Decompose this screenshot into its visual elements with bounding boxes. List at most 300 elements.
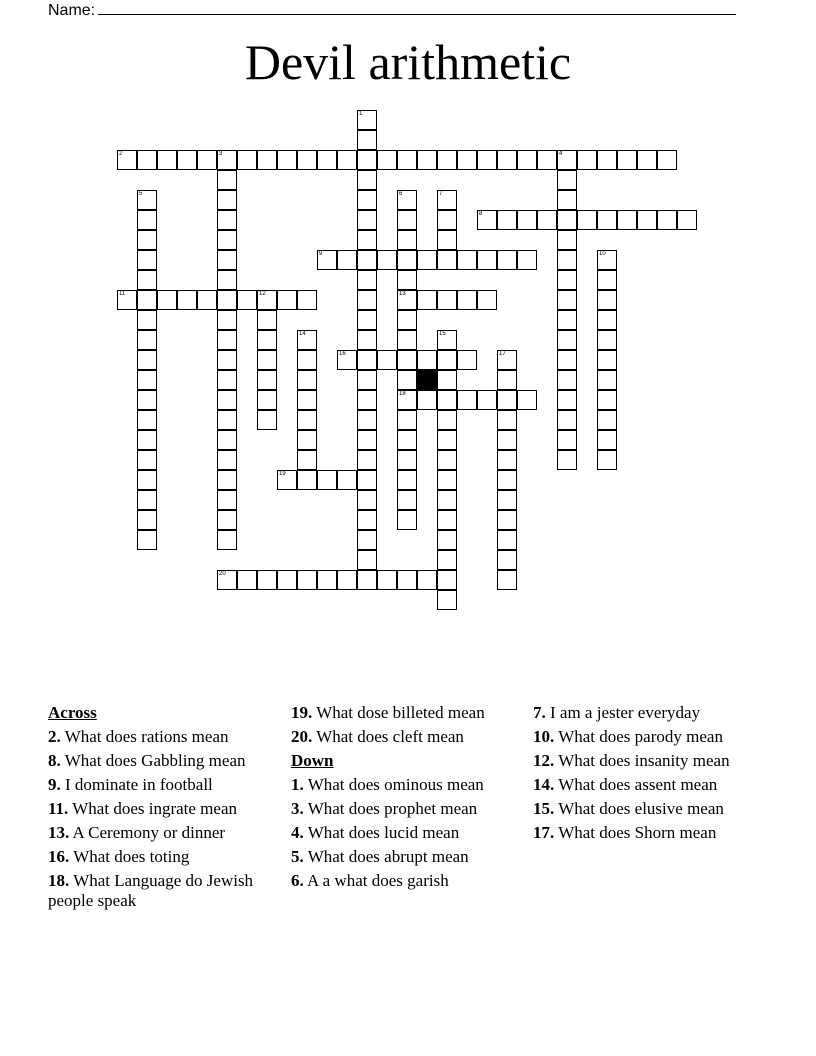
grid-cell[interactable] <box>217 330 237 350</box>
grid-cell[interactable] <box>437 370 457 390</box>
grid-cell[interactable] <box>117 290 137 310</box>
clue <box>291 799 516 819</box>
grid-cell[interactable] <box>217 430 237 450</box>
grid-cell[interactable] <box>357 470 377 490</box>
grid-cell[interactable] <box>417 570 437 590</box>
grid-cell[interactable] <box>497 150 517 170</box>
grid-cell[interactable] <box>317 150 337 170</box>
grid-cell[interactable] <box>217 570 237 590</box>
clue-text: What Language do Jewish people speak <box>48 871 254 910</box>
grid-cell[interactable] <box>297 470 317 490</box>
clue <box>48 727 273 747</box>
grid-cell[interactable] <box>497 510 517 530</box>
grid-cell[interactable] <box>357 150 377 170</box>
clue-number: 4 <box>559 151 563 157</box>
clue <box>48 751 273 771</box>
across-clue-list-continued <box>291 703 516 747</box>
clue-number: 9 <box>319 251 323 257</box>
grid-cell[interactable] <box>437 350 457 370</box>
clue-number: 17 <box>499 351 506 357</box>
clue <box>48 823 273 843</box>
grid-cell[interactable] <box>477 150 497 170</box>
clue <box>533 751 758 771</box>
grid-cell[interactable] <box>277 570 297 590</box>
grid-cell[interactable] <box>437 570 457 590</box>
clue-text: What does insanity mean <box>554 751 730 770</box>
grid-cell[interactable] <box>297 450 317 470</box>
grid-cell[interactable] <box>557 290 577 310</box>
grid-cell[interactable] <box>557 410 577 430</box>
clue-text: What does Gabbling mean <box>60 751 246 770</box>
grid-cell[interactable] <box>457 350 477 370</box>
grid-cell[interactable] <box>617 150 637 170</box>
grid-cell[interactable] <box>357 410 377 430</box>
grid-cell[interactable] <box>577 210 597 230</box>
clue-number: 7 <box>439 191 443 197</box>
grid-cell[interactable] <box>257 330 277 350</box>
grid-cell[interactable] <box>357 490 377 510</box>
grid-cell[interactable] <box>397 150 417 170</box>
grid-cell[interactable] <box>437 590 457 610</box>
grid-cell[interactable] <box>557 150 577 170</box>
grid-cell[interactable] <box>357 530 377 550</box>
grid-cell[interactable] <box>437 210 457 230</box>
grid-cell[interactable] <box>217 250 237 270</box>
black-cell <box>417 370 437 390</box>
grid-cell[interactable] <box>397 290 417 310</box>
grid-cell[interactable] <box>357 450 377 470</box>
grid-cell[interactable] <box>437 470 457 490</box>
grid-cell[interactable] <box>217 210 237 230</box>
grid-cell[interactable] <box>337 470 357 490</box>
grid-cell[interactable] <box>597 250 617 270</box>
grid-cell[interactable] <box>217 410 237 430</box>
grid-cell[interactable] <box>137 430 157 450</box>
grid-cell[interactable] <box>217 490 237 510</box>
grid-cell[interactable] <box>397 490 417 510</box>
grid-cell[interactable] <box>357 250 377 270</box>
grid-cell[interactable] <box>257 150 277 170</box>
grid-cell[interactable] <box>497 350 517 370</box>
clue-number-label: 9. <box>48 775 61 794</box>
clue-text: What does rations mean <box>60 727 229 746</box>
clue <box>533 823 758 843</box>
grid-cell[interactable] <box>597 350 617 370</box>
grid-cell[interactable] <box>297 390 317 410</box>
grid-cell[interactable] <box>397 370 417 390</box>
grid-cell[interactable] <box>457 290 477 310</box>
clue <box>48 847 273 867</box>
grid-cell[interactable] <box>337 250 357 270</box>
grid-cell[interactable] <box>297 410 317 430</box>
clue-text: What dose billeted mean <box>312 703 485 722</box>
grid-cell[interactable] <box>257 350 277 370</box>
clue-text: What does ominous mean <box>303 775 484 794</box>
grid-cell[interactable] <box>357 330 377 350</box>
grid-cell[interactable] <box>137 310 157 330</box>
grid-cell[interactable] <box>137 330 157 350</box>
grid-cell[interactable] <box>217 510 237 530</box>
grid-cell[interactable] <box>657 210 677 230</box>
grid-cell[interactable] <box>257 370 277 390</box>
grid-cell[interactable] <box>137 210 157 230</box>
grid-cell[interactable] <box>217 190 237 210</box>
clue-number: 11 <box>119 291 126 297</box>
down-clue-list-continued <box>533 703 758 843</box>
grid-cell[interactable] <box>557 350 577 370</box>
grid-cell[interactable] <box>217 350 237 370</box>
grid-cell[interactable] <box>237 150 257 170</box>
clue <box>533 799 758 819</box>
clue-text: What does lucid mean <box>303 823 460 842</box>
grid-cell[interactable] <box>177 290 197 310</box>
grid-cell[interactable] <box>137 470 157 490</box>
grid-cell[interactable] <box>437 410 457 430</box>
clue-text: What does cleft mean <box>312 727 464 746</box>
clue-number: 8 <box>479 211 483 217</box>
clue <box>291 775 516 795</box>
grid-cell[interactable] <box>137 390 157 410</box>
grid-cell[interactable] <box>197 290 217 310</box>
grid-cell[interactable] <box>557 210 577 230</box>
grid-cell[interactable] <box>357 370 377 390</box>
grid-cell[interactable] <box>657 150 677 170</box>
grid-cell[interactable] <box>357 190 377 210</box>
grid-cell[interactable] <box>377 250 397 270</box>
grid-cell[interactable] <box>477 210 497 230</box>
clue-text: What does parody mean <box>554 727 723 746</box>
grid-cell[interactable] <box>137 250 157 270</box>
grid-cell[interactable] <box>397 310 417 330</box>
grid-cell[interactable] <box>397 230 417 250</box>
clue-number-label: 7. <box>533 703 546 722</box>
grid-cell[interactable] <box>217 470 237 490</box>
across-clue-list <box>48 727 273 911</box>
grid-cell[interactable] <box>397 390 417 410</box>
clue-number-label: 1. <box>291 775 304 794</box>
grid-cell[interactable] <box>637 150 657 170</box>
grid-cell[interactable] <box>597 450 617 470</box>
grid-cell[interactable] <box>557 370 577 390</box>
grid-cell[interactable] <box>457 150 477 170</box>
grid-cell[interactable] <box>297 570 317 590</box>
grid-cell[interactable] <box>497 450 517 470</box>
grid-cell[interactable] <box>137 290 157 310</box>
grid-cell[interactable] <box>417 290 437 310</box>
grid-cell[interactable] <box>217 310 237 330</box>
clue-number: 14 <box>299 331 306 337</box>
grid-cell[interactable] <box>597 290 617 310</box>
grid-cell[interactable] <box>357 130 377 150</box>
grid-cell[interactable] <box>397 470 417 490</box>
grid-cell[interactable] <box>497 570 517 590</box>
grid-cell[interactable] <box>337 350 357 370</box>
clue <box>533 703 758 723</box>
grid-cell[interactable] <box>297 330 317 350</box>
grid-cell[interactable] <box>557 230 577 250</box>
grid-cell[interactable] <box>397 510 417 530</box>
name-label: Name: <box>48 2 96 19</box>
grid-cell[interactable] <box>597 210 617 230</box>
clue-text: What does elusive mean <box>554 799 724 818</box>
grid-cell[interactable] <box>257 390 277 410</box>
grid-cell[interactable] <box>297 430 317 450</box>
clue-text: What does assent mean <box>554 775 718 794</box>
grid-cell[interactable] <box>357 390 377 410</box>
grid-cell[interactable] <box>217 450 237 470</box>
grid-cell[interactable] <box>437 390 457 410</box>
grid-cell[interactable] <box>397 450 417 470</box>
clue <box>291 703 516 723</box>
grid-cell[interactable] <box>217 370 237 390</box>
grid-cell[interactable] <box>257 570 277 590</box>
clue-text: What does toting <box>69 847 190 866</box>
grid-cell[interactable] <box>597 310 617 330</box>
grid-cell[interactable] <box>557 310 577 330</box>
grid-cell[interactable] <box>357 270 377 290</box>
grid-cell[interactable] <box>497 210 517 230</box>
clue-number-label: 13. <box>48 823 70 842</box>
clue-text: What does prophet mean <box>303 799 478 818</box>
grid-cell[interactable] <box>597 150 617 170</box>
grid-cell[interactable] <box>157 290 177 310</box>
grid-cell[interactable] <box>597 270 617 290</box>
clue-number-label: 4. <box>291 823 304 842</box>
grid-cell[interactable] <box>557 450 577 470</box>
grid-cell[interactable] <box>477 250 497 270</box>
grid-cell[interactable] <box>497 370 517 390</box>
clue-number-label: 2. <box>48 727 61 746</box>
grid-cell[interactable] <box>397 570 417 590</box>
grid-cell[interactable] <box>237 290 257 310</box>
clue-number-label: 10. <box>533 727 555 746</box>
grid-cell[interactable] <box>637 210 657 230</box>
grid-cell[interactable] <box>357 310 377 330</box>
grid-cell[interactable] <box>277 470 297 490</box>
grid-cell[interactable] <box>497 390 517 410</box>
grid-cell[interactable] <box>537 210 557 230</box>
grid-cell[interactable] <box>597 390 617 410</box>
grid-cell[interactable] <box>157 150 177 170</box>
grid-cell[interactable] <box>357 170 377 190</box>
grid-cell[interactable] <box>317 470 337 490</box>
grid-cell[interactable] <box>117 150 137 170</box>
grid-cell[interactable] <box>177 150 197 170</box>
grid-cell[interactable] <box>257 310 277 330</box>
grid-cell[interactable] <box>257 290 277 310</box>
clue <box>291 727 516 747</box>
grid-cell[interactable] <box>557 390 577 410</box>
grid-cell[interactable] <box>577 150 597 170</box>
grid-cell[interactable] <box>397 430 417 450</box>
clue-number: 12 <box>259 291 266 297</box>
grid-cell[interactable] <box>557 330 577 350</box>
grid-cell[interactable] <box>357 350 377 370</box>
grid-cell[interactable] <box>497 530 517 550</box>
grid-cell[interactable] <box>377 350 397 370</box>
clue-number-label: 12. <box>533 751 555 770</box>
grid-cell[interactable] <box>297 370 317 390</box>
grid-cell[interactable] <box>397 330 417 350</box>
clue <box>533 727 758 747</box>
grid-cell[interactable] <box>677 210 697 230</box>
grid-cell[interactable] <box>497 490 517 510</box>
grid-cell[interactable] <box>137 510 157 530</box>
grid-cell[interactable] <box>217 270 237 290</box>
grid-cell[interactable] <box>517 390 537 410</box>
grid-cell[interactable] <box>357 510 377 530</box>
grid-cell[interactable] <box>557 270 577 290</box>
grid-cell[interactable] <box>357 550 377 570</box>
grid-cell[interactable] <box>437 550 457 570</box>
grid-cell[interactable] <box>397 410 417 430</box>
grid-cell[interactable] <box>437 450 457 470</box>
across-heading: Across <box>48 703 97 722</box>
grid-cell[interactable] <box>437 290 457 310</box>
grid-cell[interactable] <box>217 170 237 190</box>
grid-cell[interactable] <box>217 390 237 410</box>
grid-cell[interactable] <box>557 430 577 450</box>
grid-cell[interactable] <box>137 410 157 430</box>
clue-number: 3 <box>219 151 223 157</box>
grid-cell[interactable] <box>137 150 157 170</box>
grid-cell[interactable] <box>357 570 377 590</box>
grid-cell[interactable] <box>217 290 237 310</box>
grid-cell[interactable] <box>137 530 157 550</box>
grid-cell[interactable] <box>357 430 377 450</box>
grid-cell[interactable] <box>137 370 157 390</box>
grid-cell[interactable] <box>537 150 557 170</box>
clue-text: What does abrupt mean <box>303 847 469 866</box>
clue-number: 2 <box>119 151 123 157</box>
grid-cell[interactable] <box>517 250 537 270</box>
grid-cell[interactable] <box>597 370 617 390</box>
clue-text: What does Shorn mean <box>554 823 717 842</box>
grid-cell[interactable] <box>557 190 577 210</box>
clue-number: 15 <box>439 331 446 337</box>
grid-cell[interactable] <box>137 190 157 210</box>
clue-number: 18 <box>399 391 406 397</box>
grid-cell[interactable] <box>497 250 517 270</box>
grid-cell[interactable] <box>397 270 417 290</box>
grid-cell[interactable] <box>517 210 537 230</box>
grid-cell[interactable] <box>497 430 517 450</box>
grid-cell[interactable] <box>437 330 457 350</box>
grid-cell[interactable] <box>137 350 157 370</box>
grid-cell[interactable] <box>357 230 377 250</box>
grid-cell[interactable] <box>397 250 417 270</box>
clue-number-label: 16. <box>48 847 70 866</box>
clue-number: 1 <box>359 111 363 117</box>
clues-column-2 <box>291 703 516 895</box>
grid-cell[interactable] <box>397 350 417 370</box>
grid-cell[interactable] <box>597 330 617 350</box>
clues-column-3 <box>533 703 758 847</box>
clue-number-label: 8. <box>48 751 61 770</box>
clue-number-label: 20. <box>291 727 313 746</box>
clue-text: I am a jester everyday <box>545 703 701 722</box>
grid-cell[interactable] <box>257 410 277 430</box>
clue-number: 16 <box>339 351 346 357</box>
down-clue-list <box>291 775 516 891</box>
grid-cell[interactable] <box>417 350 437 370</box>
page-title: Devil arithmetic <box>244 34 572 90</box>
grid-cell[interactable] <box>437 250 457 270</box>
grid-cell[interactable] <box>437 150 457 170</box>
clue-number-label: 19. <box>291 703 313 722</box>
grid-cell[interactable] <box>217 530 237 550</box>
grid-cell[interactable] <box>317 570 337 590</box>
grid-cell[interactable] <box>137 270 157 290</box>
clue-text: A Ceremony or dinner <box>69 823 226 842</box>
grid-cell[interactable] <box>357 290 377 310</box>
grid-cell[interactable] <box>297 150 317 170</box>
grid-cell[interactable] <box>417 250 437 270</box>
grid-cell[interactable] <box>497 550 517 570</box>
grid-cell[interactable] <box>397 190 417 210</box>
grid-cell[interactable] <box>477 290 497 310</box>
grid-cell[interactable] <box>237 570 257 590</box>
grid-cell[interactable] <box>417 390 437 410</box>
grid-cell[interactable] <box>477 390 497 410</box>
grid-cell[interactable] <box>277 290 297 310</box>
grid-cell[interactable] <box>297 290 317 310</box>
grid-cell[interactable] <box>397 210 417 230</box>
grid-cell[interactable] <box>277 150 297 170</box>
grid-cell[interactable] <box>357 110 377 130</box>
grid-cell[interactable] <box>617 210 637 230</box>
grid-cell[interactable] <box>357 210 377 230</box>
grid-cell[interactable] <box>457 390 477 410</box>
grid-cell[interactable] <box>137 490 157 510</box>
clue-number: 5 <box>139 191 143 197</box>
grid-cell[interactable] <box>437 190 457 210</box>
grid-cell[interactable] <box>317 250 337 270</box>
clue-text: What does ingrate mean <box>68 799 237 818</box>
grid-cell[interactable] <box>337 150 357 170</box>
clue-number-label: 17. <box>533 823 555 842</box>
grid-cell[interactable] <box>557 170 577 190</box>
grid-cell[interactable] <box>197 150 217 170</box>
grid-cell[interactable] <box>597 430 617 450</box>
grid-cell[interactable] <box>497 470 517 490</box>
grid-cell[interactable] <box>377 150 397 170</box>
grid-cell[interactable] <box>337 570 357 590</box>
grid-cell[interactable] <box>517 150 537 170</box>
grid-cell[interactable] <box>597 410 617 430</box>
grid-cell[interactable] <box>557 250 577 270</box>
clue <box>48 799 273 819</box>
grid-cell[interactable] <box>497 410 517 430</box>
grid-cell[interactable] <box>297 350 317 370</box>
grid-cell[interactable] <box>437 530 457 550</box>
clue-number: 19 <box>279 471 286 477</box>
clue-number-label: 6. <box>291 871 304 890</box>
grid-cell[interactable] <box>137 450 157 470</box>
grid-cell[interactable] <box>437 490 457 510</box>
grid-cell[interactable] <box>437 510 457 530</box>
grid-cell[interactable] <box>437 230 457 250</box>
grid-cell[interactable] <box>377 570 397 590</box>
clue-number-label: 11. <box>48 799 69 818</box>
clue-number-label: 14. <box>533 775 555 794</box>
grid-cell[interactable] <box>137 230 157 250</box>
grid-cell[interactable] <box>217 150 237 170</box>
grid-cell[interactable] <box>457 250 477 270</box>
grid-cell[interactable] <box>417 150 437 170</box>
grid-cell[interactable] <box>437 430 457 450</box>
grid-cell[interactable] <box>217 230 237 250</box>
